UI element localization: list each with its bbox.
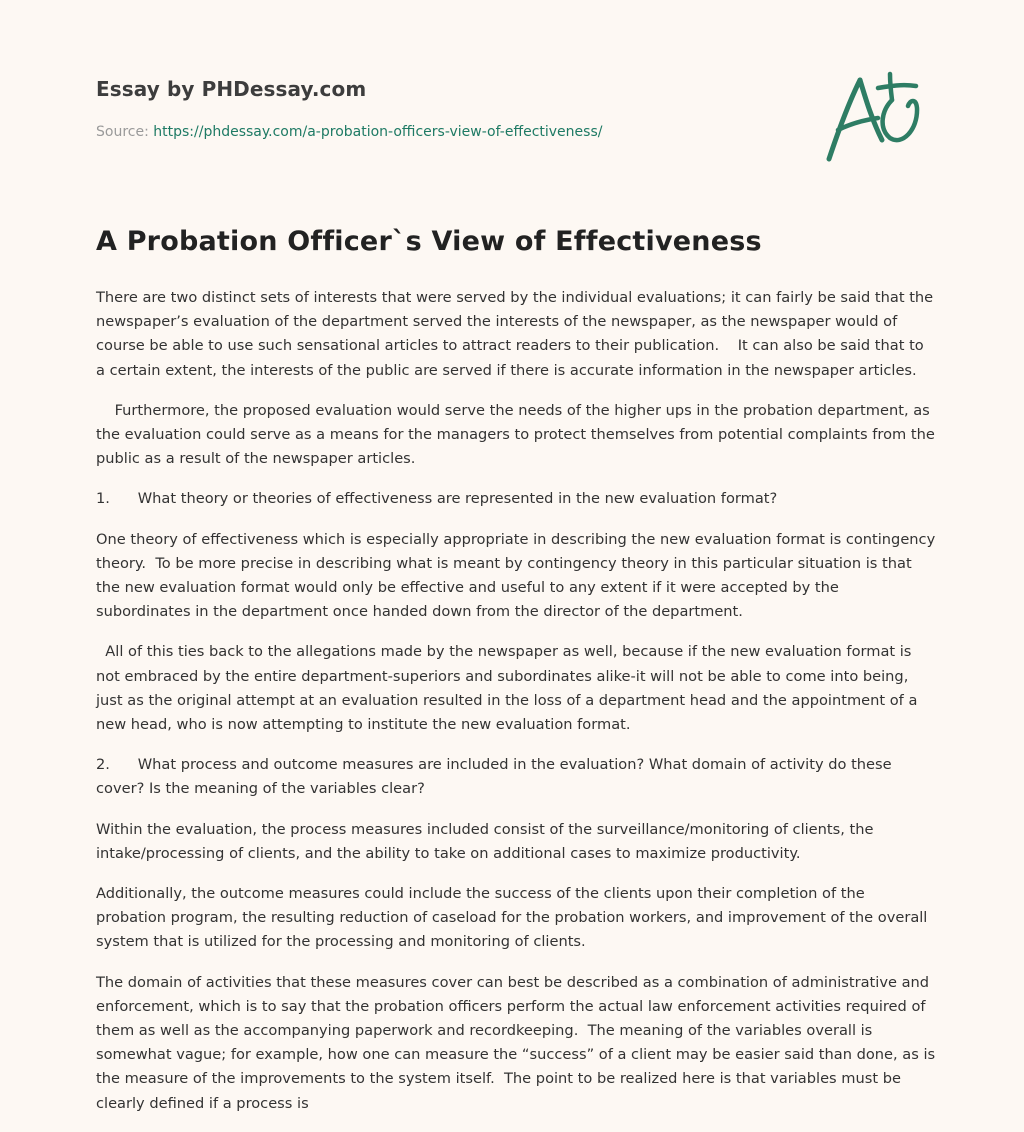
a-plus-grade-logo-icon	[820, 66, 928, 166]
essay-paragraph: All of this ties back to the allegations made by the newspaper as well, because if the new evaluation format is not embraced by the entire department-superiors and subordinates alike-it will not be able to come into being, just as the original attempt at an evaluation resulted in the loss of a department head and the appointment of a new head, who is now attempting to institute the new evaluation format.	[96, 643, 923, 734]
source-link[interactable]: https://phdessay.com/a-probation-officers-view-of-effectiveness/	[153, 124, 603, 140]
essay-body	[96, 286, 940, 1132]
essay-paragraph: Additionally, the outcome measures could include the success of the clients upon their completion of the probation program, the resulting reduction of caseload for the probation workers, and improvement of the overall system that is utilized for the processing and monitoring of clients.	[96, 885, 933, 951]
essay-paragraph: The domain of activities that these measures cover can best be described as a combination of administrative and enforcement, which is to say that the probation officers perform the actual law enforcement activities required of them as well as the accompanying paperwork and recordkeeping. The meaning of the variables overall is somewhat vague; for example, how one can measure the “success” of a client may be easier said than done, as is the measure of the improvements to the system itself. The point to be realized here is that variables must be clearly defined if a process is	[96, 973, 940, 1112]
essay-paragraph: One theory of effectiveness which is especially appropriate in describing the new evaluation format is contingency theory. To be more precise in describing what is meant by contingency theory in this particular situation is that the new evaluation format would only be effective and useful to any extent if it were accepted by the subordinates in the department once handed down from the director of the department.	[96, 530, 940, 621]
essay-paragraph: There are two distinct sets of interests that were served by the individual evaluations; it can fairly be said that the newspaper’s evaluation of the department served the interests of the newspaper, as the newspaper would of course be able to use such sensational articles to attract readers to their publication. It can also be said that to a certain extent, the interests of the public are served if there is accurate information in the newspaper articles.	[96, 289, 938, 379]
essay-paragraph: Within the evaluation, the process measures included consist of the surveillance/monitoring of clients, the intake/processing of clients, and the ability to take on additional cases to maximize productivity.	[96, 820, 879, 862]
site-title: Essay by PHDessay.com	[96, 77, 367, 101]
source-label: Source:	[96, 124, 154, 140]
essay-paragraph: Furthermore, the proposed evaluation would serve the needs of the higher ups in the probation department, as the evaluation could serve as a means for the managers to protect themselves from potential complaints from the public as a result of the newspaper articles.	[96, 401, 940, 468]
source-line	[96, 124, 602, 140]
essay-title: A Probation Officer`s View of Effectiveness	[96, 226, 762, 257]
essay-question: 1. What theory or theories of effectiveness are represented in the new evaluation format?	[96, 490, 778, 508]
essay-question: 2. What process and outcome measures are included in the evaluation? What domain of activity do these cover? Is the meaning of the variables clear?	[96, 756, 897, 798]
